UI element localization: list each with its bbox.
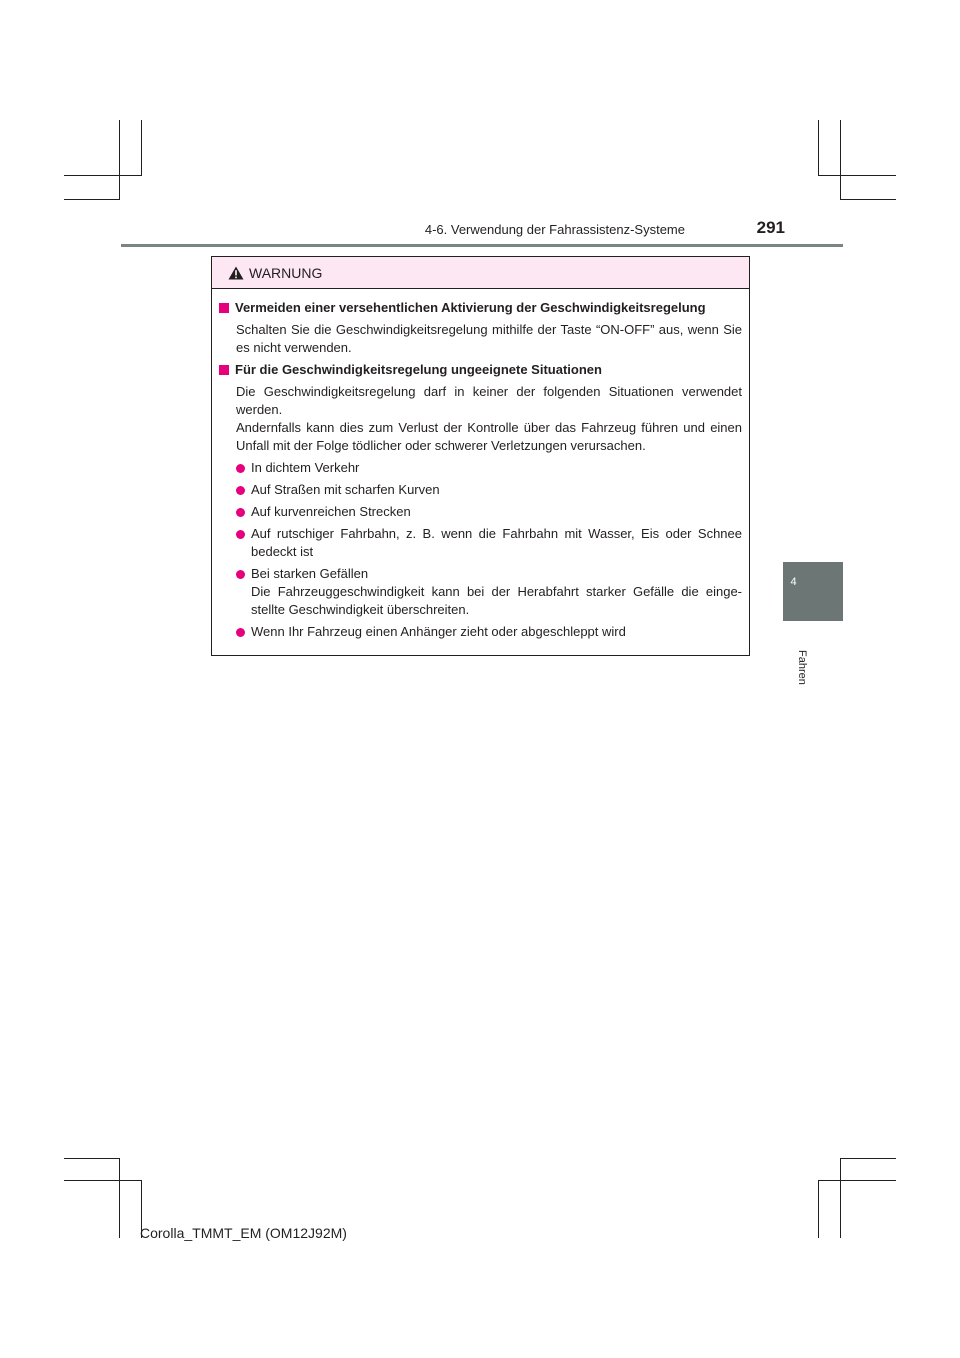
warning-section xyxy=(219,299,742,357)
warning-header xyxy=(212,257,749,289)
list-item: Auf Straßen mit scharfen Kurven xyxy=(236,481,742,499)
crop-mark xyxy=(64,175,142,176)
section-heading: Vermeiden einer versehentlichen Aktivierung der Geschwindigkeitsregelung xyxy=(219,299,742,317)
crop-mark xyxy=(840,120,841,200)
section-header: 4-6. Verwendung der Fahrassistenz-Systeme xyxy=(424,222,685,237)
list-item: Auf rutschiger Fahrbahn, z. B. wenn die Fahrbahn mit Wasser, Eis oder Schnee bedeckt ist xyxy=(236,525,742,561)
crop-mark xyxy=(119,120,120,200)
document-id: Corolla_TMMT_EM (OM12J92M) xyxy=(140,1225,347,1241)
bullet-dot-icon xyxy=(236,530,245,539)
bullet-dot-icon xyxy=(236,464,245,473)
bullet-dot-icon xyxy=(236,508,245,517)
warning-section xyxy=(219,361,742,641)
chapter-label: Fahren xyxy=(796,650,808,685)
crop-mark xyxy=(119,1158,120,1238)
square-bullet-icon xyxy=(219,303,229,313)
page-number: 291 xyxy=(756,218,785,237)
crop-mark xyxy=(141,120,142,176)
warning-body xyxy=(212,289,749,641)
list-item: Auf kurvenreichen Strecken xyxy=(236,503,742,521)
crop-mark xyxy=(818,1180,896,1181)
crop-mark xyxy=(64,199,120,200)
crop-mark xyxy=(818,120,819,176)
crop-mark xyxy=(64,1158,120,1159)
warning-box xyxy=(211,256,750,656)
crop-mark xyxy=(840,1158,841,1238)
crop-mark xyxy=(840,199,896,200)
crop-mark xyxy=(818,175,896,176)
crop-mark xyxy=(64,1180,142,1181)
bullet-dot-icon xyxy=(236,570,245,579)
bullet-dot-icon xyxy=(236,628,245,637)
bullet-dot-icon xyxy=(236,486,245,495)
section-heading: Für die Geschwindigkeitsregelung ungeeignete Situationen xyxy=(219,361,742,379)
chapter-tab xyxy=(783,562,843,621)
situation-list xyxy=(219,459,742,641)
warning-title: WARNUNG xyxy=(249,264,323,281)
section-text: Schalten Sie die Geschwindigkeitsregelung mithilfe der Taste “ON-OFF” aus, wenn Sie es nicht verwenden. xyxy=(236,322,742,355)
header-rule xyxy=(121,244,843,247)
crop-mark xyxy=(818,1180,819,1238)
square-bullet-icon xyxy=(219,365,229,375)
list-item: In dichtem Verkehr xyxy=(236,459,742,477)
crop-mark xyxy=(840,1158,896,1159)
list-item: Bei starken Gefällen Die Fahrzeuggeschwindigkeit kann bei der Herabfahrt starker Gefälle die einge-stellte Geschwindigkeit überschreiten. xyxy=(236,565,742,619)
warning-triangle-icon xyxy=(228,266,244,280)
list-item: Wenn Ihr Fahrzeug einen Anhänger zieht oder abgeschleppt wird xyxy=(236,623,742,641)
section-text: Die Geschwindigkeitsregelung darf in keiner der folgenden Situationen verwendet werden. Andernfalls kann dies zum Verlust der Kontrolle über das Fahrzeug führen und einen Unfall mit der Folge tödlicher oder schwerer Verletzungen verursachen. xyxy=(236,384,742,453)
chapter-number: 4 xyxy=(790,576,797,588)
